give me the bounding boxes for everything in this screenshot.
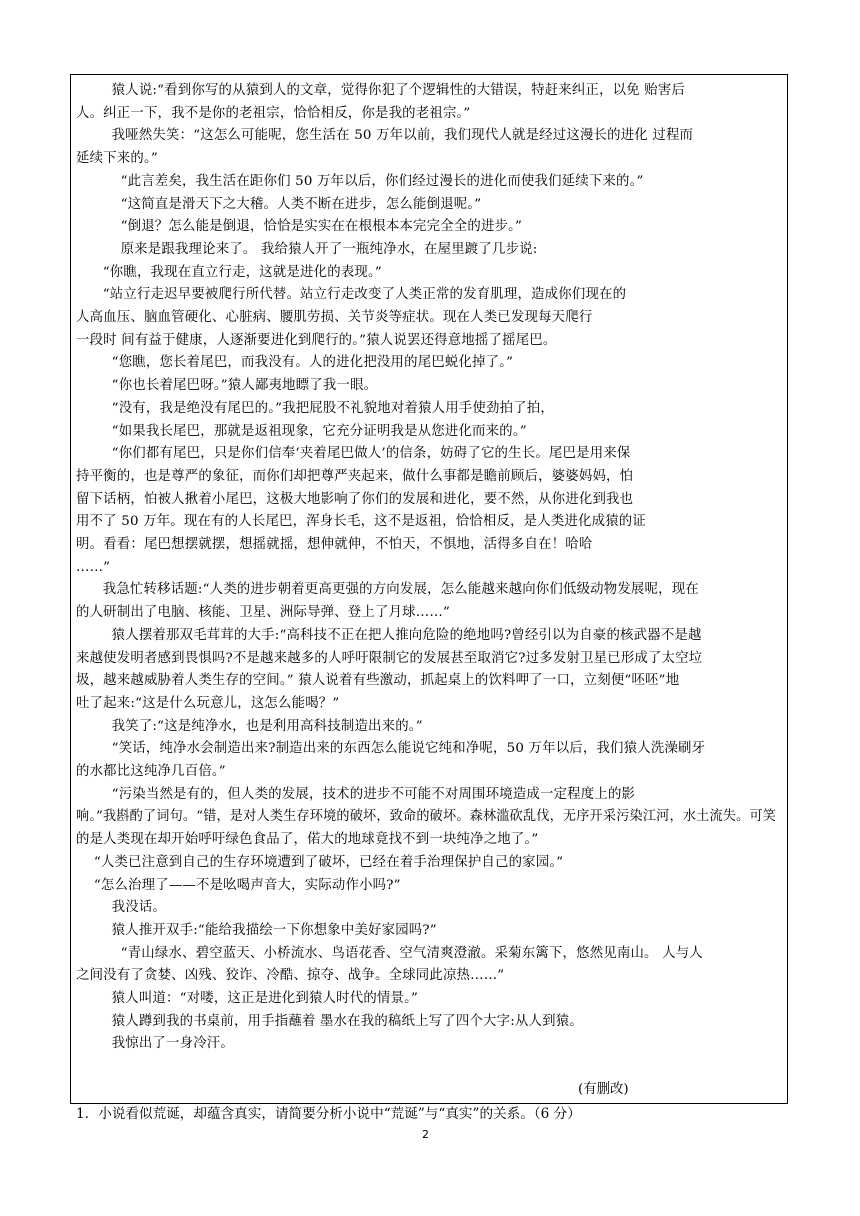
story-line: 延续下来的。” <box>76 151 158 167</box>
story-line: 猿人摆着那双毛茸茸的大手:“高科技不正在把人推向危险的绝地吗?曾经引以为自豪的核武器不是越 <box>76 627 702 643</box>
story-line: 的是人类现在却开始呼吁绿色食品了，偌大的地球竟找不到一块纯净之地了。” <box>76 832 539 848</box>
story-line: “污染当然是有的，但人类的发展，技术的进步不可能不对周围环境造成一定程度上的影 <box>76 786 636 802</box>
story-line: 一段时 间有益于健康，人逐渐要进化到爬行的。”猿人说罢还得意地摇了摇尾巴。 <box>76 332 557 348</box>
story-line: 猿人说:“看到你写的从猿到人的文章，觉得你犯了个逻辑性的大错误，特赶来纠正，以免 贻害后 <box>76 83 686 98</box>
page-number: 2 <box>422 1128 429 1141</box>
story-line: “如果我长尾巴，那就是返祖现象，它充分证明我是从您进化而来的。” <box>76 423 527 439</box>
story-line: 响。”我斟酌了词句。“错，是对人类生存环境的破坏，致命的破坏。森林滥砍乱伐，无序开采污染江河，水土流失。可笑 <box>76 809 777 825</box>
story-line: 人高血压、脑血管硬化、心脏病、腰肌劳损、关节炎等症状。现在人类已发现每天爬行 <box>76 310 593 325</box>
story-line: 我惊出了一身冷汗。 <box>76 1036 234 1052</box>
story-line: “这简直是滑天下之大稽。人类不断在进步，怎么能倒退呢。” <box>76 196 482 212</box>
story-line: 猿人推开双手:“能给我描绘一下你想象中美好家园吗?” <box>76 922 437 938</box>
story-line: “你也长着尾巴呀。”猿人鄙夷地瞟了我一眼。 <box>76 378 378 394</box>
story-line: 留下话柄，怕被人揪着小尾巴，这极大地影响了你们的发展和进化，要不然，从你进化到我也 <box>76 491 634 507</box>
story-line: “青山绿水、碧空蓝天、小桥流水、鸟语花香、空气清爽澄澈。采菊东篱下，悠然见南山。 人与人 <box>76 945 703 961</box>
story-line: 的人研制出了电脑、核能、卫星、洲际导弹、登上了月球……” <box>76 605 450 621</box>
story-line: ……” <box>76 559 111 575</box>
story-line: “怎么治理了——不是吆喝声音大，实际动作小吗?” <box>76 877 401 893</box>
story-line: “没有，我是绝没有尾巴的。”我把屁股不礼貌地对着猿人用手使劲拍了拍， <box>76 400 554 416</box>
story-line: “你们都有尾巴，只是你们信奉‘夹着尾巴做人’的信条，妨碍了它的生长。尾巴是用来保 <box>76 446 631 462</box>
source-credit: (有删改) <box>578 1082 629 1097</box>
question-1: 1．小说看似荒诞，却蕴含真实，请简要分析小说中“荒诞”与“真实”的关系。（6 分） <box>76 1106 581 1122</box>
story-line: “你瞧，我现在直立行走，这就是进化的表现。” <box>76 264 382 280</box>
story-line: 吐了起来:“这是什么玩意儿，这怎么能喝？” <box>76 695 340 711</box>
story-line: 猿人蹲到我的书桌前，用手指蘸着 墨水在我的稿纸上写了四个大字:从人到猿。 <box>76 1013 583 1029</box>
story-line: 来越使发明者感到畏惧吗?不是越来越多的人呼吁限制它的发展甚至取消它?过多发射卫星已形成了太空垃 <box>76 650 703 666</box>
story-line: 我笑了:“这是纯净水，也是利用高科技制造出来的。” <box>76 718 423 734</box>
story-line: 我没话。 <box>76 900 167 916</box>
story-line: 的水都比这纯净几百倍。” <box>76 764 226 779</box>
story-line: 猿人叫道：“对喽，这正是进化到猿人时代的情景。” <box>76 991 419 1006</box>
story-line: 圾，越来越威胁着人类生存的空间。” 猿人说着有些激动，抓起桌上的饮料呷了一口，立刻便“呸呸”地 <box>76 673 680 689</box>
story-line: 持平衡的，也是尊严的象征，而你们却把尊严夹起来，做什么事都是瞻前顾后，婆婆妈妈，怕 <box>76 468 634 484</box>
story-line: 我哑然失笑：“这怎么可能呢，您生活在 50 万年以前，我们现代人就是经过这漫长的进化 过程而 <box>76 128 694 144</box>
story-line: “您瞧，您长着尾巴，而我没有。人的进化把没用的尾巴蜕化掉了。” <box>76 355 514 371</box>
story-line: “人类已注意到自己的生存环境遭到了破坏，已经在着手治理保护自己的家园。” <box>76 854 564 870</box>
story-line: “站立行走迟早要被爬行所代替。站立行走改变了人类正常的发育肌理，造成你们现在的 <box>76 287 627 303</box>
story-line: 明。看看：尾巴想摆就摆，想摇就摇，想伸就伸，不怕天，不惧地，活得多自在！哈哈 <box>76 537 593 552</box>
story-line: 用不了 50 万年。现在有的人长尾巴，浑身长毛，这不是返祖，恰恰相反，是人类进化成猿的证 <box>76 514 646 530</box>
story-line: 人。纠正一下，我不是你的老祖宗，恰恰相反，你是我的老祖宗。” <box>76 105 471 121</box>
story-line: 之间没有了贪婪、凶残、狡诈、冷酷、掠夺、战争。全球同此凉热……” <box>76 968 505 984</box>
story-line: 我急忙转移话题:“人类的进步朝着更高更强的方向发展，怎么能越来越向你们低级动物发展呢，现在 <box>76 582 699 598</box>
story-line: “倒退？怎么能是倒退，恰恰是实实在在根根本本完完全全的进步。” <box>76 219 523 235</box>
story-line: “此言差矣，我生活在距你们 50 万年以后，你们经过漫长的进化而使我们延续下来的。” <box>76 173 644 189</box>
story-line: “笑话，纯净水会制造出来?制造出来的东西怎么能说它纯和净呢，50 万年以后，我们猿人洗澡刷牙 <box>76 741 706 757</box>
story-line: 原来是跟我理论来了。 我给猿人开了一瓶纯净水，在屋里踱了几步说: <box>76 241 538 257</box>
